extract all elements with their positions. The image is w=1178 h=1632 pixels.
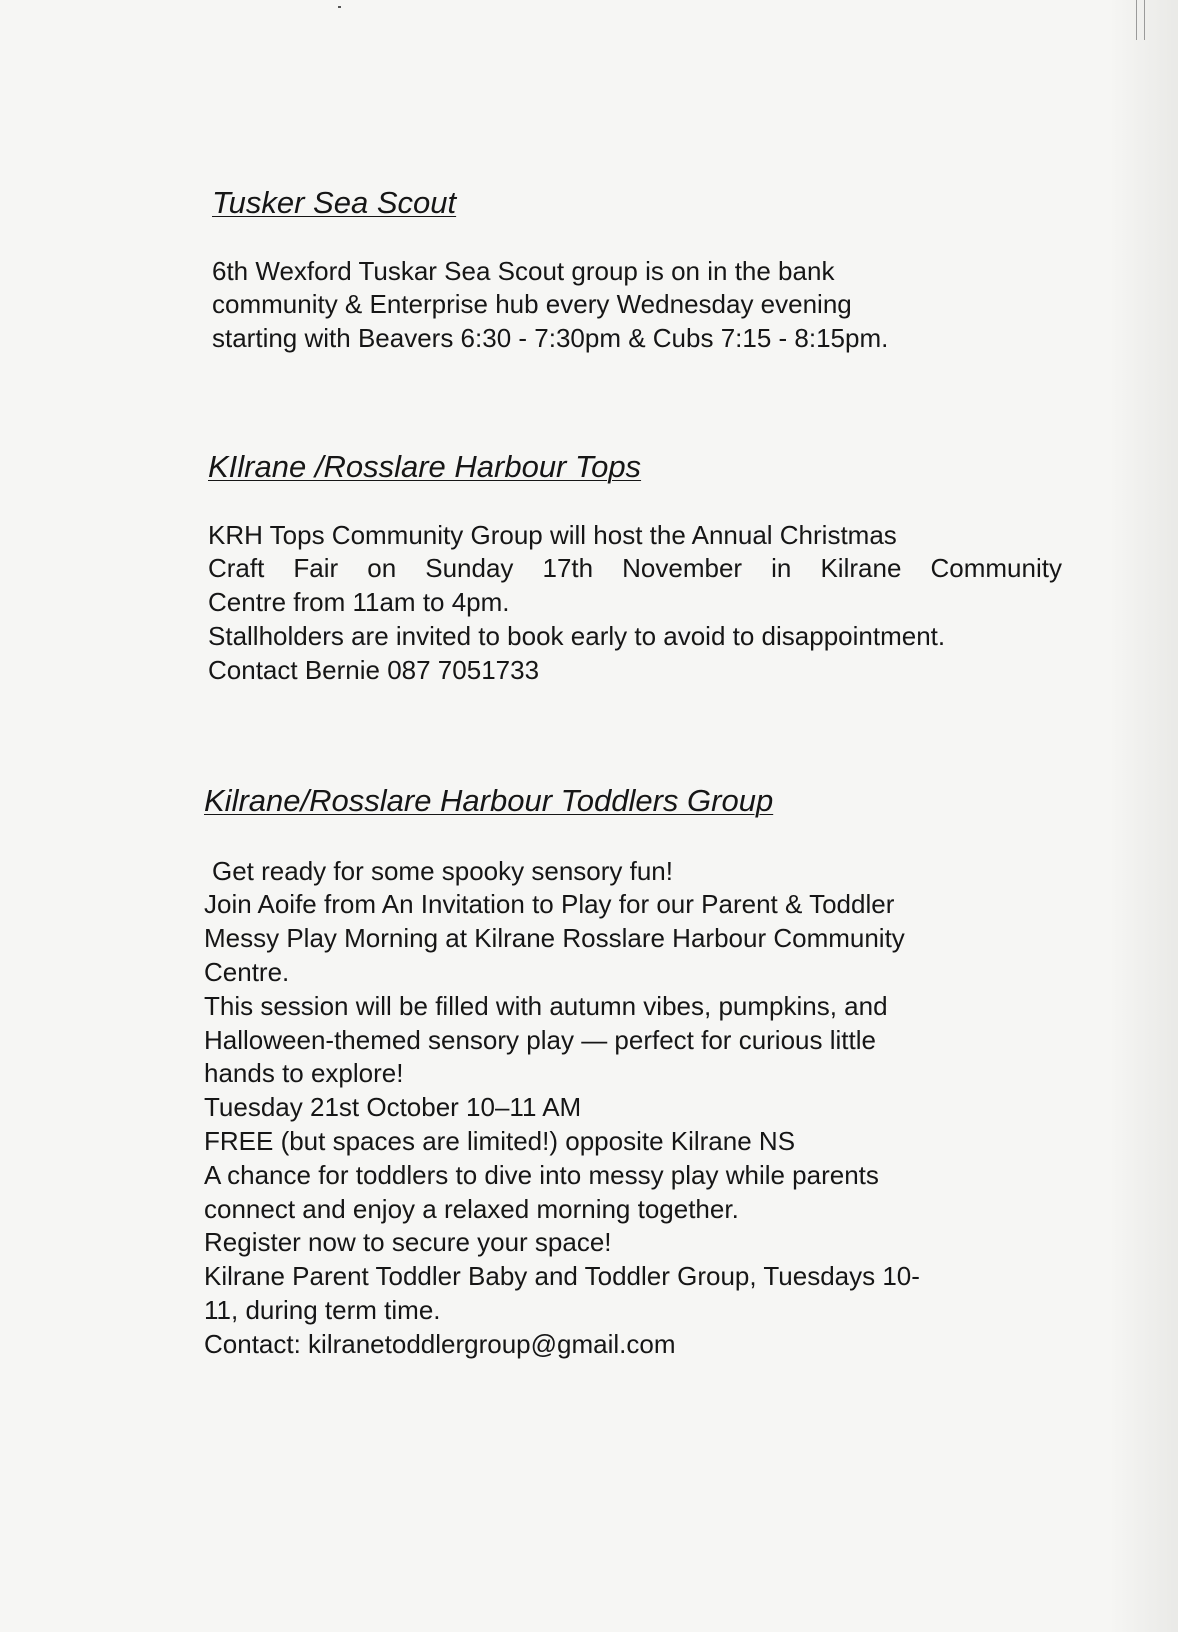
body-line: starting with Beavers 6:30 - 7:30pm & Cubs 7:15 - 8:15pm. bbox=[212, 323, 889, 354]
word: Kilrane bbox=[820, 553, 902, 584]
body-line: Contact: kilranetoddlergroup@gmail.com bbox=[204, 1328, 676, 1359]
word: Fair bbox=[293, 553, 339, 584]
body-line-justified bbox=[208, 552, 1062, 586]
body-line: Register now to secure your space! bbox=[204, 1227, 612, 1258]
section-heading: Kilrane/Rosslare Harbour Toddlers Group bbox=[204, 783, 774, 818]
body-line: Contact Bernie 087 7051733 bbox=[208, 654, 540, 685]
body-line: connect and enjoy a relaxed morning together. bbox=[204, 1193, 739, 1224]
body-line: Centre. bbox=[204, 957, 290, 988]
body-line: Kilrane Parent Toddler Baby and Toddler Group, Tuesdays 10- bbox=[204, 1261, 920, 1292]
body-line: A chance for toddlers to dive into messy play while parents bbox=[204, 1159, 879, 1190]
scan-mark bbox=[338, 6, 341, 8]
page-edge-shadow bbox=[1108, 0, 1178, 1632]
word: in bbox=[771, 553, 792, 584]
word: November bbox=[622, 553, 743, 584]
body-line: Join Aoife from An Invitation to Play for our Parent & Toddler bbox=[204, 889, 895, 920]
scan-edge-line bbox=[1136, 0, 1137, 40]
scan-edge-line bbox=[1144, 0, 1145, 40]
section-tusker-sea-scout bbox=[212, 185, 1032, 356]
section-heading: KIlrane /Rosslare Harbour Tops bbox=[208, 449, 642, 484]
body-line: This session will be filled with autumn vibes, pumpkins, and bbox=[204, 990, 888, 1021]
body-line: Halloween-themed sensory play — perfect for curious little bbox=[204, 1024, 876, 1055]
body-line: FREE (but spaces are limited!) opposite Kilrane NS bbox=[204, 1126, 796, 1157]
body-line: Messy Play Morning at Kilrane Rosslare Harbour Community bbox=[204, 923, 905, 954]
body-line: Centre from 11am to 4pm. bbox=[208, 587, 510, 618]
body-line: KRH Tops Community Group will host the Annual Christmas bbox=[208, 519, 897, 550]
body-line: Tuesday 21st October 10–11 AM bbox=[204, 1092, 582, 1123]
body-line: Get ready for some spooky sensory fun! bbox=[212, 855, 673, 886]
body-line: 11, during term time. bbox=[204, 1295, 441, 1325]
body-line: 6th Wexford Tuskar Sea Scout group is on in the bank bbox=[212, 255, 835, 286]
section-heading: Tusker Sea Scout bbox=[212, 185, 457, 220]
word: Sunday bbox=[425, 553, 514, 584]
word: 17th bbox=[542, 553, 594, 584]
section-toddlers-group bbox=[204, 783, 1064, 1362]
body-line: community & Enterprise hub every Wednesday evening bbox=[212, 289, 852, 320]
body-line: Stallholders are invited to book early to avoid to disappointment. bbox=[208, 621, 946, 652]
body-line: hands to explore! bbox=[204, 1058, 404, 1089]
word: on bbox=[367, 553, 397, 584]
word: Community bbox=[930, 553, 1062, 584]
word: Craft bbox=[208, 553, 265, 584]
section-krh-tops bbox=[208, 449, 1062, 688]
